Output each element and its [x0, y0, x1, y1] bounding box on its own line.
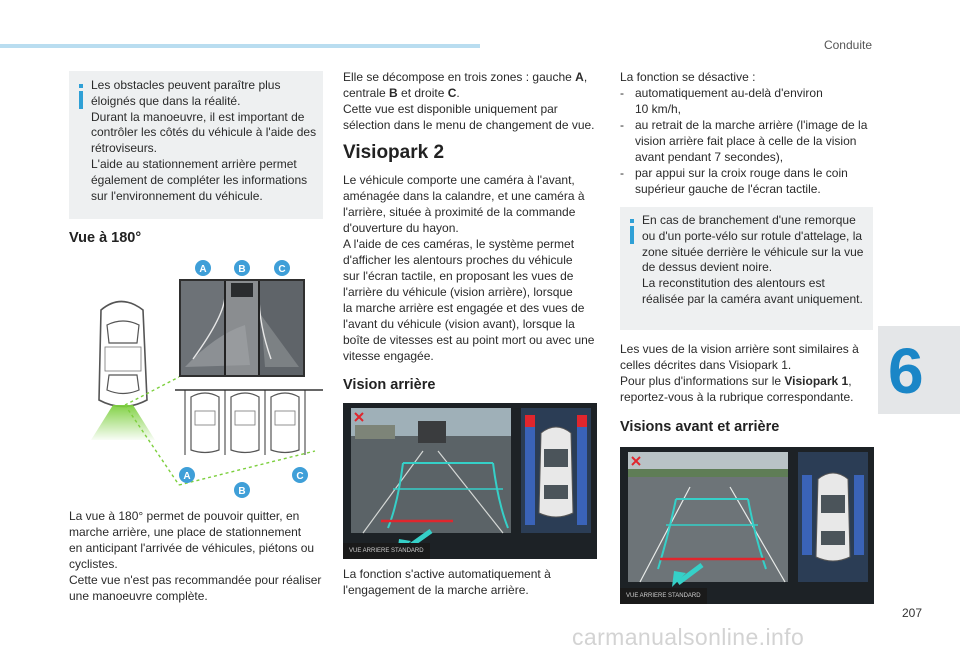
info-box-remorque: [620, 207, 873, 330]
list-item: - au retrait de la marche arrière (l'image de la vision arrière fait place à celle de la vision avant pendant 7 secondes),: [620, 118, 868, 164]
visiopark-2-body: Le véhicule comporte une caméra à l'avant, aménagée dans la calandre, et une caméra à l'arrière, située à proximité de la commande d'ouverture du hayon. A l'aide de ces caméras, le système permet d'afficher les alentours proches du véhicule sur l'écran tactile, en proposant les vues de l'arrière du véhicule (vision arrière), lorsque la marche arrière est engagée et des vues de l'avant du véhicule (vision avant), lorsque la boîte de vitesses est au point mort ou avec une vitesse engagée.: [343, 173, 595, 363]
svg-text:C: C: [296, 471, 304, 482]
info-box-obstacles: [69, 71, 323, 219]
heading-visions-avant-arriere: Visions avant et arrière: [620, 419, 780, 435]
header-accent-bar: [0, 44, 480, 48]
page-number: 207: [902, 606, 923, 620]
vue-180-diagram: [75, 255, 325, 505]
watermark: carmanualsonline.info: [572, 624, 805, 649]
zone-a-top-badge: [195, 260, 211, 276]
deactivation-list: [620, 69, 876, 197]
deactivation-intro: La fonction se désactive :: [620, 70, 756, 84]
info-icon: [79, 84, 83, 88]
info-icon: [630, 219, 634, 223]
info-box-text: Les obstacles peuvent paraître plus éloignés que dans la réalité. Durant la manoeuvre, il est important de contrôler les côtés du véhicule à l'aide des rétroviseurs. L'aide au stationnement arrière permet également de compléter les informations sur l'environnement du véhicule.: [91, 78, 317, 203]
svg-text:A: A: [183, 471, 191, 482]
parking-lot: [175, 390, 323, 455]
view-mode-label[interactable]: VUE ARRIERE STANDARD: [343, 543, 430, 559]
section-title: Conduite: [823, 38, 872, 52]
svg-text:B: B: [238, 486, 246, 497]
zone-b-top-badge: [234, 260, 250, 276]
list-item: - automatiquement au-delà d'environ 10 km/h,: [620, 86, 823, 116]
svg-text:A: A: [199, 264, 207, 275]
heading-visiopark-2: Visiopark 2: [343, 142, 445, 163]
svg-text:C: C: [278, 264, 286, 275]
chapter-tab: 6: [878, 326, 960, 414]
similaires-paragraph: Les vues de la vision arrière sont similaires à celles décrites dans Visiopark 1. Pour plus d'informations sur le Visiopark 1, reportez-vous à la rubrique correspondante.: [620, 342, 859, 404]
car-top-view: [99, 302, 147, 407]
zone-a-bottom-badge: [179, 467, 195, 483]
view-mode-label[interactable]: VUE ARRIERE STANDARD: [620, 588, 707, 604]
rear-camera-screen: [343, 403, 597, 559]
heading-vision-arriere: Vision arrière: [343, 377, 436, 393]
zones-paragraph: Elle se décompose en trois zones : gauche A, centrale B et droite C. Cette vue est disponible uniquement par sélection dans le menu de changement de vue.: [343, 70, 595, 132]
info-icon-bar: [79, 91, 83, 109]
front-rear-camera-screen: [620, 447, 874, 604]
zone-c-top-badge: [274, 260, 290, 276]
zone-c-bottom-badge: [292, 467, 308, 483]
zone-b-bottom-badge: [234, 482, 250, 498]
list-item: - par appui sur la croix rouge dans le coin supérieur gauche de l'écran tactile.: [620, 166, 848, 196]
info-icon-bar: [630, 226, 634, 244]
info-box-text: En cas de branchement d'une remorque ou d'un porte-vélo sur rotule d'attelage, la zone située derrière le véhicule sur la vue de dessus devient noire. La reconstitution des alentours est réalisée par la caméra avant uniquement.: [642, 213, 864, 306]
heading-vue-180: Vue à 180°: [69, 230, 142, 246]
vision-arriere-body: La fonction s'active automatiquement à l'engagement de la marche arrière.: [343, 567, 551, 597]
vue-180-body: La vue à 180° permet de pouvoir quitter, en marche arrière, une place de stationnement en anticipant l'arrivée de véhicules, piétons ou cyclistes. Cette vue n'est pas recommandée pour réaliser une manoeuvre complète.: [69, 509, 322, 603]
svg-text:B: B: [238, 264, 246, 275]
camera-180-screen: [179, 279, 305, 377]
